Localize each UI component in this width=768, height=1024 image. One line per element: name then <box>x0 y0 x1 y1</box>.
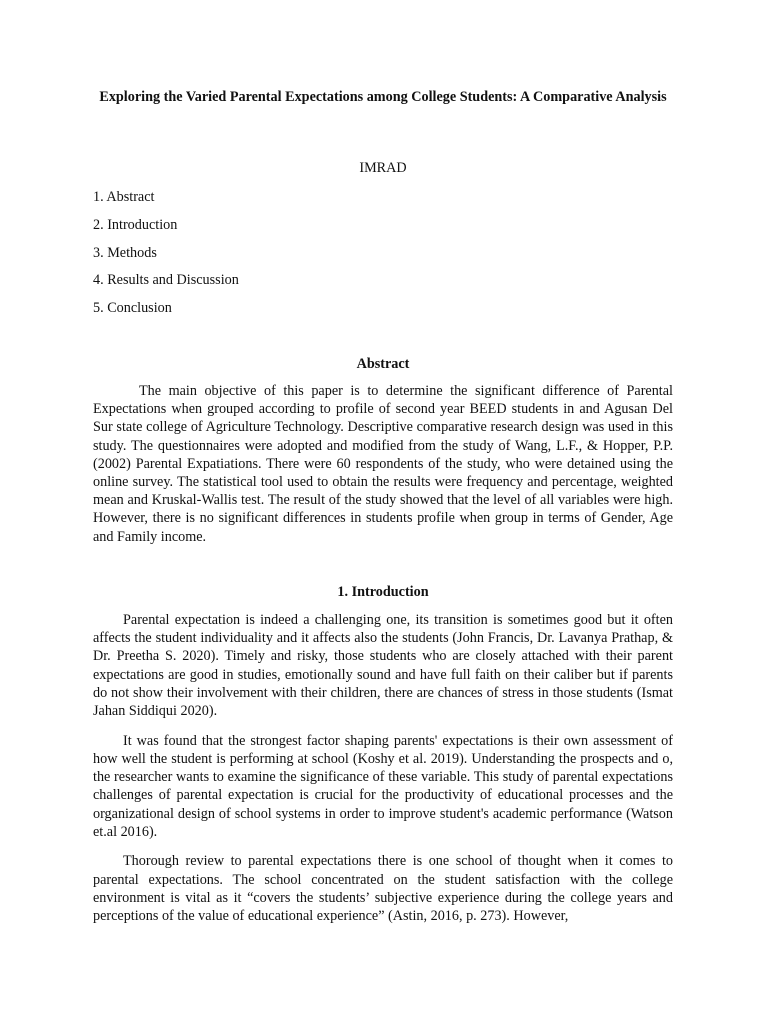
introduction-heading: 1. Introduction <box>337 584 429 600</box>
introduction-paragraph: It was found that the strongest factor shaping parents' expectations is their own assessment of how well the student is performing at school (Koshy et al. 2019). Understanding the prospects and o, the researcher wants to examine the significance of these variable. This study of parental expectations challenges of parental expectation is crucial for the productivity of educational processes and the organizational design of school systems in order to improve student's academic performance (Watson et.al 2016). <box>93 732 673 840</box>
abstract-heading: Abstract <box>356 356 410 372</box>
toc-item-introduction: 2. Introduction <box>93 216 178 233</box>
document-page <box>93 88 673 925</box>
introduction-paragraph: Thorough review to parental expectations there is one school of thought when it comes to parental expectations. The school concentrated on the student satisfaction with the college environment is vital as it “covers the students’ subjective experience during the college years and perceptions of the value of educational experience” (Astin, 2016, p. 273). However, <box>93 853 673 925</box>
toc-item-results-discussion: 4. Results and Discussion <box>93 272 239 289</box>
introduction-body <box>93 611 673 937</box>
toc-item-methods: 3. Methods <box>93 244 157 261</box>
paper-title: Exploring the Varied Parental Expectations among College Students: A Comparative Analysis <box>99 89 667 105</box>
abstract-text: The main objective of this paper is to determine the significant difference of Parental Expectations when grouped according to profile of second year BEED students in and Agusan Del Sur state college of Agriculture Technology. Descriptive comparative research design was used in this study. The questionnaires were adopted and modified from the study of Wang, L.F., & Hopper, P.P. (2002) Parental Expatiations. There were 60 respondents of the study, who were detained using the online survey. The statistical tool used to obtain the results were frequency and percentage, weighted mean and Kruskal-Wallis test. The result of the study showed that the level of all variables were high. However, there is no significant differences in students profile when group in terms of Gender, Age and Family income. <box>93 383 673 545</box>
introduction-paragraph: Parental expectation is indeed a challenging one, its transition is sometimes good but it often affects the student individuality and it affects also the students (John Francis, Dr. Lavanya Prathap, & Dr. Preetha S. 2020). Timely and risky, those students who are closely attached with their parent expectations are good in studies, emotionally sound and have full faith on their caliber but if parents do not show their involvement with their children, there are chances of stress in those students (Ismat Jahan Siddiqui 2020). <box>93 612 673 720</box>
toc-item-conclusion: 5. Conclusion <box>93 300 172 317</box>
table-of-contents <box>93 188 239 327</box>
imrad-heading: IMRAD <box>359 160 407 176</box>
toc-item-abstract: 1. Abstract <box>93 189 155 205</box>
